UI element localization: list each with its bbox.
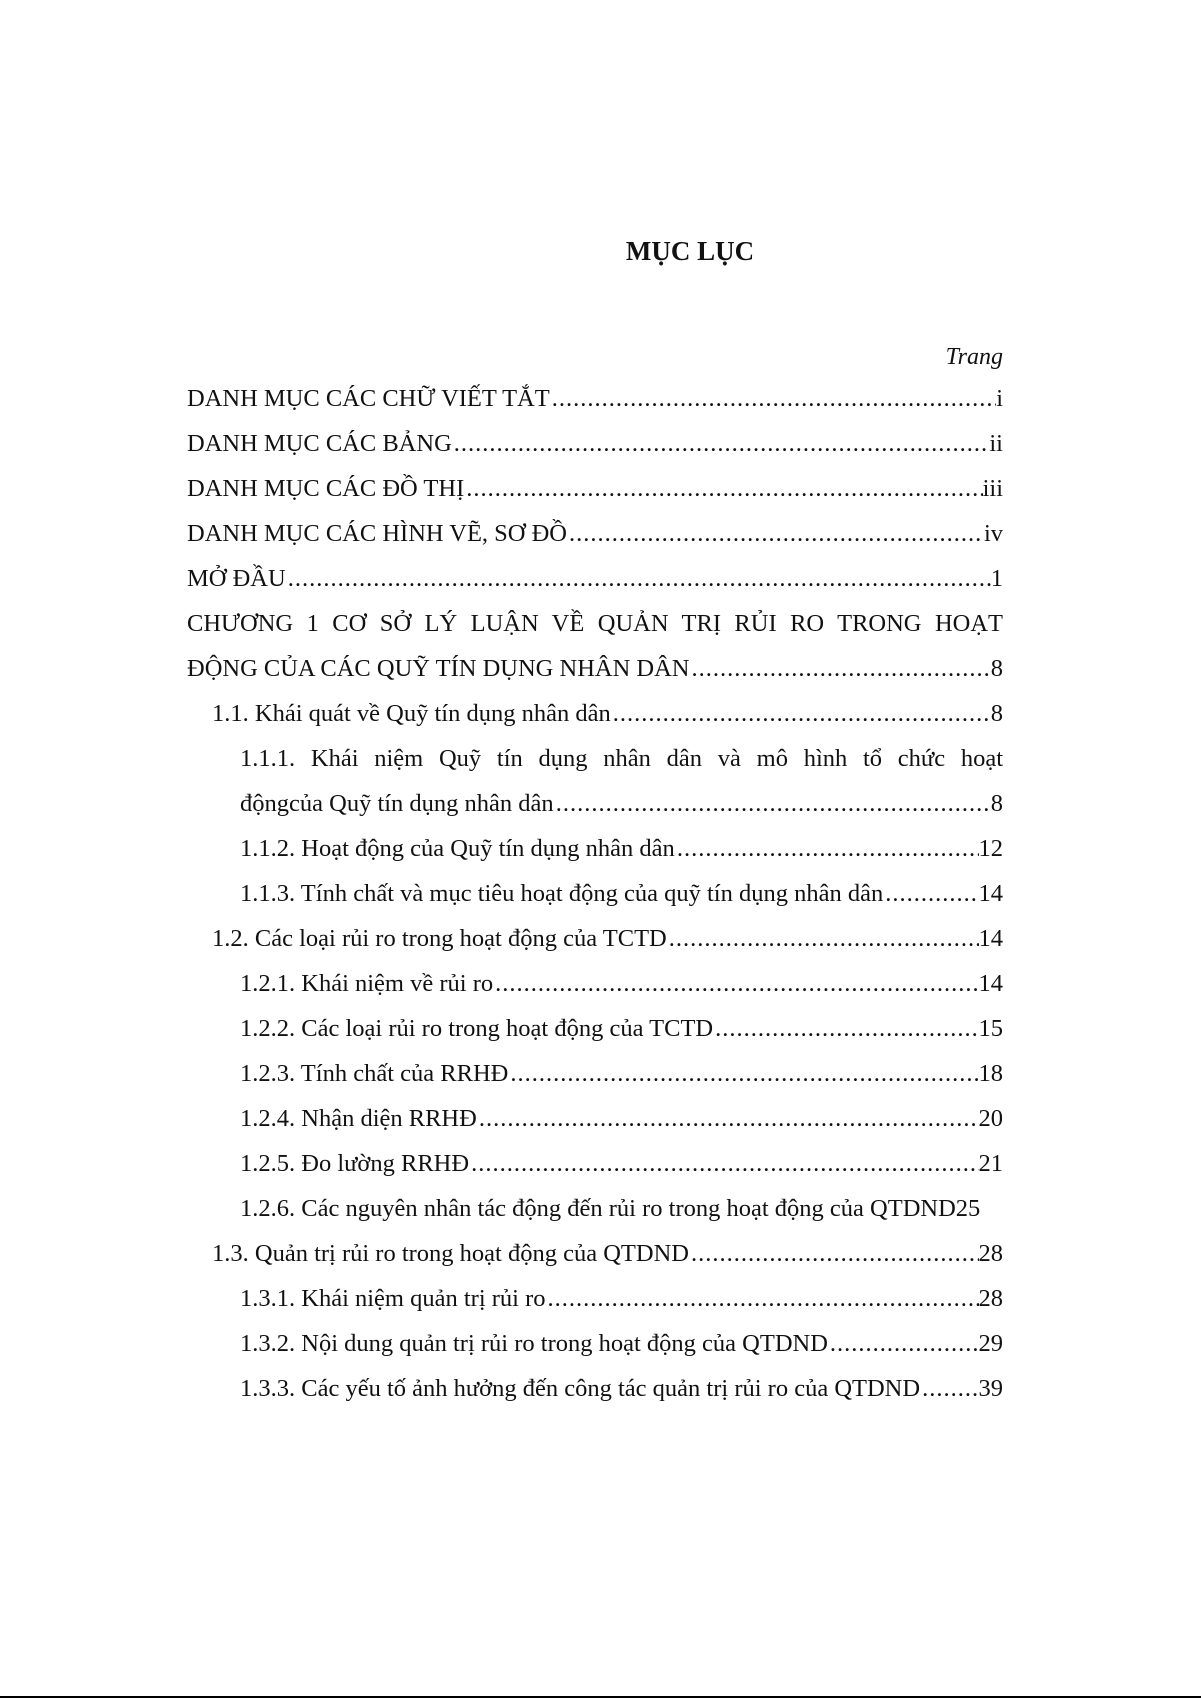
- toc-entry[interactable]: [187, 1051, 1003, 1096]
- toc-entry-title: DANH MỤC CÁC ĐỒ THỊ: [187, 475, 465, 502]
- toc-entry-title: 1.3. Quản trị rủi ro trong hoạt động của QTDND: [212, 1240, 689, 1267]
- toc-entry[interactable]: [187, 556, 1003, 601]
- toc-entry-title: 1.1.3. Tính chất và mục tiêu hoạt động của quỹ tín dụng nhân dân: [240, 880, 884, 907]
- toc-entry-page: iv: [983, 520, 1003, 547]
- dot-leader: [611, 691, 991, 736]
- toc-entry-page: iii: [982, 475, 1003, 502]
- dot-leader: [493, 961, 978, 1006]
- dot-leader: [828, 1321, 979, 1366]
- toc-entry-title: 1.2.3. Tính chất của RRHĐ: [240, 1060, 509, 1087]
- dot-leader: [689, 646, 990, 691]
- toc-entry[interactable]: [187, 1321, 1003, 1366]
- toc-entry-title: CHƯƠNG 1 CƠ SỞ LÝ LUẬN VỀ QUẢN TRỊ RỦI RO TRONG HOẠT: [187, 610, 1003, 637]
- toc-entry-title: 1.2.6. Các nguyên nhân tác động đến rủi ro trong hoạt động của QTDND: [240, 1195, 956, 1222]
- toc-entry-page: 8: [990, 700, 1003, 727]
- table-of-contents: [187, 376, 1003, 1411]
- toc-entry[interactable]: [187, 1186, 1003, 1231]
- toc-entry[interactable]: [187, 1276, 1003, 1321]
- toc-entry-page: 21: [978, 1150, 1003, 1177]
- dot-leader: [286, 556, 991, 601]
- toc-entry-page: 28: [978, 1240, 1003, 1267]
- dot-leader: [508, 1051, 978, 1096]
- toc-entry-title: 1.3.3. Các yếu tố ảnh hưởng đến công tác quản trị rủi ro của QTDND: [240, 1375, 921, 1402]
- dot-leader: [675, 826, 979, 871]
- toc-entry-title: MỞ ĐẦU: [187, 565, 286, 592]
- toc-entry-title: ĐỘNG CỦA CÁC QUỸ TÍN DỤNG NHÂN DÂN: [187, 655, 690, 682]
- toc-entry[interactable]: [187, 961, 1003, 1006]
- toc-entry-title: 1.1.1. Khái niệm Quỹ tín dụng nhân dân và mô hình tổ chức hoạt: [240, 745, 1003, 772]
- toc-entry-page: 12: [978, 835, 1003, 862]
- toc-entry-page: 20: [978, 1105, 1003, 1132]
- toc-entry[interactable]: [187, 826, 1003, 871]
- page-title: MỤC LỤC: [625, 236, 755, 266]
- toc-entry-page: 1: [990, 565, 1003, 592]
- toc-entry-page: 28: [978, 1285, 1003, 1312]
- toc-entry[interactable]: [187, 1231, 1003, 1276]
- toc-entry-page: 14: [978, 880, 1003, 907]
- toc-entry-page: 29: [978, 1330, 1003, 1357]
- toc-entry[interactable]: [187, 916, 1003, 961]
- toc-entry[interactable]: [187, 781, 1003, 826]
- toc-entry-page: ii: [989, 430, 1003, 457]
- toc-entry-title: 1.3.2. Nội dung quản trị rủi ro trong hoạt động của QTDND: [240, 1330, 828, 1357]
- toc-entry[interactable]: [187, 1096, 1003, 1141]
- toc-entry[interactable]: [187, 1366, 1003, 1411]
- toc-entry[interactable]: [187, 1141, 1003, 1186]
- toc-entry[interactable]: [187, 376, 1003, 421]
- toc-entry-title: DANH MỤC CÁC CHỮ VIẾT TẮT: [187, 385, 550, 412]
- dot-leader: [477, 1096, 979, 1141]
- toc-entry[interactable]: [187, 466, 1003, 511]
- dot-leader: [667, 916, 979, 961]
- dot-leader: [883, 871, 978, 916]
- toc-entry-title: 1.2. Các loại rủi ro trong hoạt động của TCTD: [212, 925, 667, 952]
- toc-entry-page: 25: [955, 1195, 981, 1222]
- toc-entry-title: DANH MỤC CÁC HÌNH VẼ, SƠ ĐỒ: [187, 520, 568, 547]
- toc-entry-title: 1.2.4. Nhận diện RRHĐ: [240, 1105, 477, 1132]
- toc-entry[interactable]: [187, 646, 1003, 691]
- dot-leader: [567, 511, 984, 556]
- toc-entry-page: 8: [990, 790, 1003, 817]
- toc-entry[interactable]: [187, 601, 1003, 646]
- dot-leader: [464, 466, 982, 511]
- toc-entry-page: 39: [978, 1375, 1003, 1402]
- dot-leader: [920, 1366, 978, 1411]
- dot-leader: [452, 421, 990, 466]
- toc-entry-page: 14: [978, 970, 1003, 997]
- dot-leader: [713, 1006, 978, 1051]
- toc-entry-page: 15: [978, 1015, 1003, 1042]
- toc-entry-page: 18: [978, 1060, 1003, 1087]
- toc-entry-page: 14: [978, 925, 1003, 952]
- toc-entry-page: i: [996, 385, 1003, 412]
- toc-entry-title: 1.2.1. Khái niệm về rủi ro: [240, 970, 494, 997]
- toc-entry[interactable]: [187, 736, 1003, 781]
- toc-entry-title: độngcủa Quỹ tín dụng nhân dân: [240, 790, 554, 817]
- toc-entry-title: 1.3.1. Khái niệm quản trị rủi ro: [240, 1285, 546, 1312]
- dot-leader: [554, 781, 991, 826]
- toc-entry-title: 1.1. Khái quát về Quỹ tín dụng nhân dân: [212, 700, 611, 727]
- dot-leader: [689, 1231, 979, 1276]
- dot-leader: [469, 1141, 978, 1186]
- toc-entry[interactable]: [187, 1006, 1003, 1051]
- dot-leader: [546, 1276, 979, 1321]
- toc-entry-title: 1.1.2. Hoạt động của Quỹ tín dụng nhân dân: [240, 835, 675, 862]
- toc-entry[interactable]: [187, 421, 1003, 466]
- toc-entry[interactable]: [187, 871, 1003, 916]
- toc-entry-title: 1.2.5. Đo lường RRHĐ: [240, 1150, 470, 1177]
- toc-entry[interactable]: [187, 511, 1003, 556]
- page-column-label: Trang: [945, 344, 1003, 370]
- toc-entry-page: 8: [990, 655, 1003, 682]
- toc-entry-title: 1.2.2. Các loại rủi ro trong hoạt động của TCTD: [240, 1015, 714, 1042]
- toc-entry-title: DANH MỤC CÁC BẢNG: [187, 430, 452, 457]
- toc-entry[interactable]: [187, 691, 1003, 736]
- dot-leader: [550, 376, 996, 421]
